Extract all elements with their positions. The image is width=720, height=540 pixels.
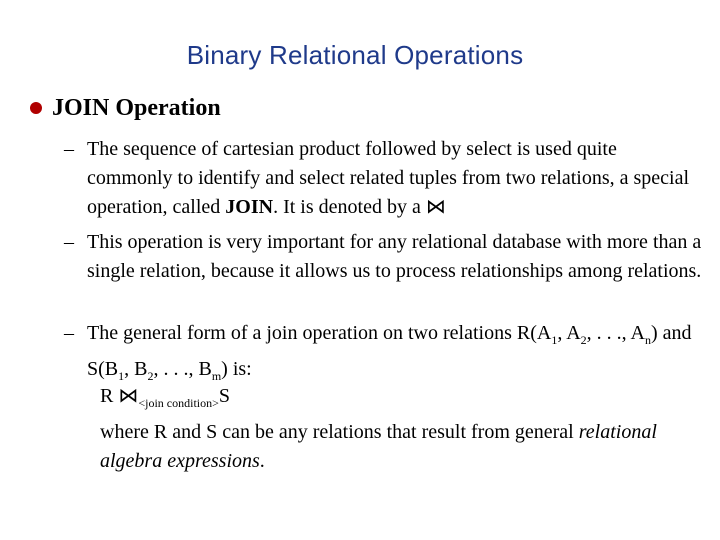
join-formula: [100, 383, 230, 411]
sub-item-text: [87, 319, 704, 391]
subscript: m: [211, 369, 222, 383]
text-part: , . . ., A: [586, 322, 645, 344]
bullet-join-operation: [30, 92, 221, 124]
text-part: , A: [557, 322, 581, 344]
text-before: The sequence of cartesian product followed by select is used quite commonly to identify and select related tuples from two relations, a special operation, called: [87, 138, 690, 218]
dash-icon: –: [64, 322, 74, 344]
text-part: , B: [124, 358, 148, 380]
join-condition: <join condition>: [138, 396, 219, 410]
join-symbol-icon: ⋈: [118, 385, 139, 407]
where-text: where R and S can be any relations that result from general: [100, 421, 579, 443]
join-keyword: JOIN: [225, 196, 274, 218]
text-part: ) and S(B: [87, 322, 692, 380]
subscript: n: [645, 333, 651, 347]
dash-icon: –: [64, 138, 74, 160]
bullet-dot-icon: [30, 102, 42, 114]
sub-item-cartesian: [64, 135, 704, 222]
where-italic: relational algebra expressions: [100, 421, 657, 472]
join-symbol-icon: ⋈: [425, 196, 446, 218]
bullet-label: JOIN Operation: [52, 94, 221, 121]
subscript: 2: [147, 369, 154, 383]
formula-left: R: [100, 385, 114, 407]
subscript: 1: [118, 369, 125, 383]
where-end: .: [259, 450, 265, 472]
slide-title: Binary Relational Operations: [186, 40, 524, 70]
sub-item-text: This operation is very important for any relational database with more than a single relation, because it allows us to process relationships among relations.: [87, 231, 702, 282]
text-part: The general form of a join operation on two relations R(A: [87, 322, 552, 344]
dash-icon: –: [64, 231, 74, 253]
sub-item-general-form: [64, 319, 704, 391]
formula-right: S: [218, 385, 230, 407]
subscript: 2: [580, 333, 587, 347]
text-after: . It is denoted by a: [273, 196, 426, 218]
where-clause: [100, 418, 700, 476]
sub-item-text: [87, 135, 704, 222]
subscript: 1: [551, 333, 558, 347]
text-part: ) is:: [221, 358, 252, 380]
sub-item-importance: [64, 228, 704, 286]
text-part: , . . ., B: [153, 358, 212, 380]
